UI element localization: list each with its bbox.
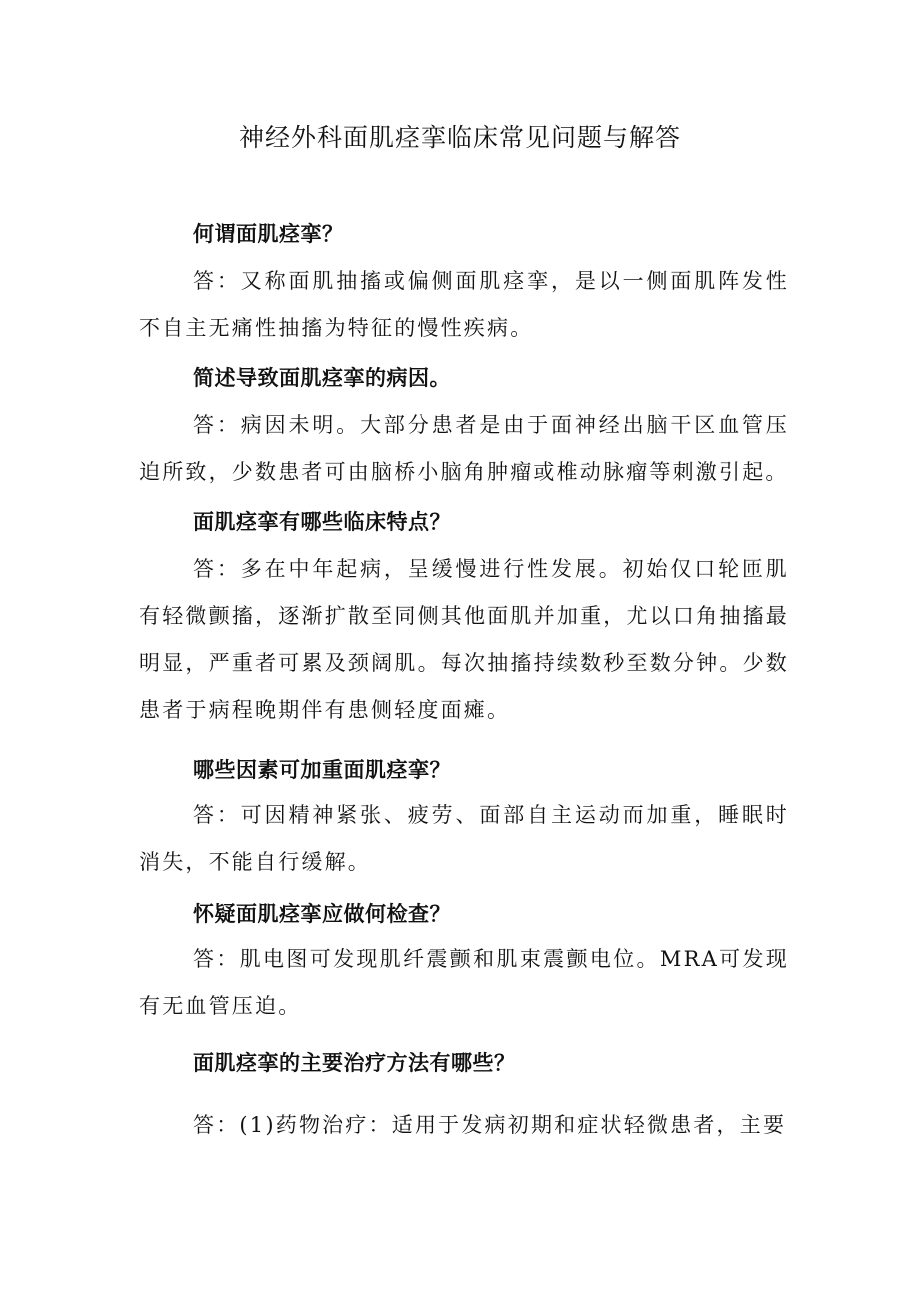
answer-paragraph: 答：可因精神紧张、疲劳、面部自主运动而加重，睡眠时消失，不能自行缓解。 (139, 803, 789, 874)
question-heading: 何谓面肌痉挛？ (193, 222, 344, 246)
answer-paragraph: 答：肌电图可发现肌纤震颤和肌束震颤电位。MRA可发现有无血管压迫。 (139, 947, 789, 1018)
document-title: 神经外科面肌痉挛临床常见问题与解答 (238, 123, 681, 152)
question-heading: 面肌痉挛有哪些临床特点？ (193, 510, 451, 534)
answer-paragraph: 答：多在中年起病，呈缓慢进行性发展。初始仅口轮匝肌有轻微颤搐，逐渐扩散至同侧其他面肌并加重，尤以口角抽搐最明显，严重者可累及颈阔肌。每次抽搐持续数秒至数分钟。少数患者于病程晚期伴有患侧轻度面瘫。 (139, 557, 789, 722)
question-heading: 简述导致面肌痉挛的病因。 (193, 366, 451, 390)
question-heading: 面肌痉挛的主要治疗方法有哪些？ (193, 1051, 516, 1075)
answer-paragraph: 答：病因未明。大部分患者是由于面神经出脑干区血管压迫所致，少数患者可由脑桥小脑角肿瘤或椎动脉瘤等刺激引起。 (139, 413, 789, 484)
answer-paragraph: 答：(1)药物治疗：适用于发病初期和症状轻微患者，主要 (193, 1113, 787, 1137)
question-heading: 哪些因素可加重面肌痉挛？ (193, 758, 451, 782)
answer-paragraph: 答：又称面肌抽搐或偏侧面肌痉挛，是以一侧面肌阵发性不自主无痛性抽搐为特征的慢性疾病。 (139, 269, 789, 340)
question-heading: 怀疑面肌痉挛应做何检查？ (193, 902, 451, 926)
